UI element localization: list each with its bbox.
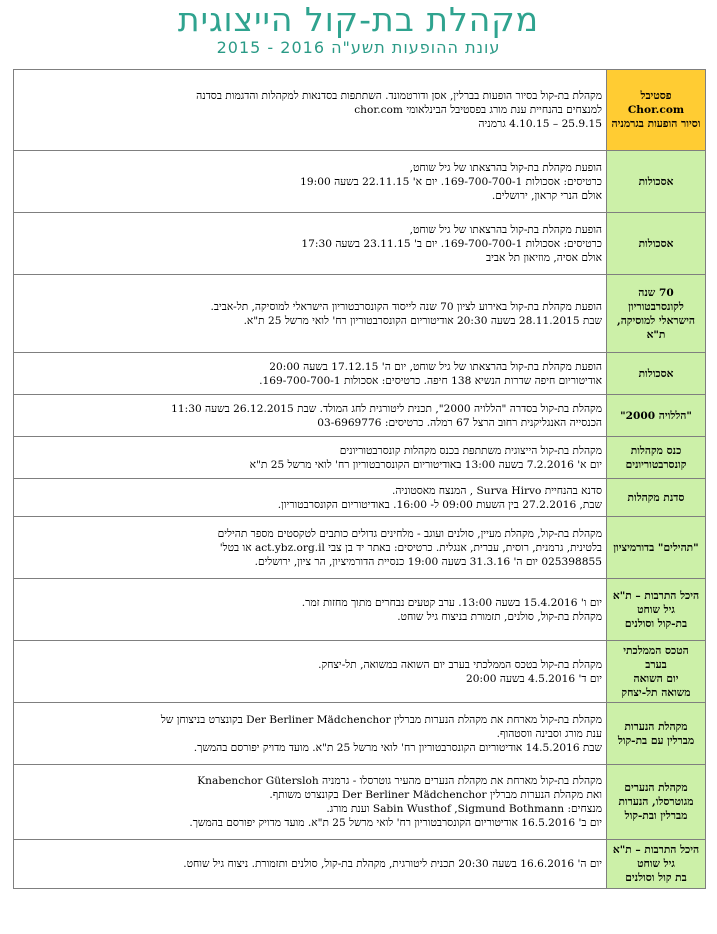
event-detail-line: הופעת מקהלת בת-קול בהרצאתו של גיל שוחט, — [409, 161, 602, 174]
event-label — [607, 437, 706, 479]
page-title: מקהלת בת-קול הייצוגית — [177, 0, 540, 39]
event-details — [14, 479, 607, 517]
event-label-line: מקהלת הנערים — [624, 782, 688, 794]
schedule-row — [14, 437, 706, 479]
event-label-line: סדנת מקהלות — [627, 491, 685, 504]
event-detail-line: הופעת מקהלת בת-קול בהרצאתו של גיל שוחט, — [409, 223, 602, 236]
event-label-line: מברלין עם בת-קול — [617, 734, 695, 747]
event-details — [14, 579, 607, 641]
event-label — [607, 151, 706, 213]
schedule-row — [14, 703, 706, 765]
event-details — [14, 765, 607, 840]
event-label-line: אסכולות — [638, 367, 674, 380]
schedule-row — [14, 479, 706, 517]
schedule-row — [14, 840, 706, 889]
event-label-line: היכל התרבות – ת"א — [612, 844, 700, 856]
event-detail-line: מקהלת בת-קול מארחת את מקהלת הנערים מהעיר גוטרסלו - גרמניה Knabenchor Gütersloh — [197, 775, 602, 787]
event-detail-line: יום ה' 16.6.2016 בשעה 20:30 תכנית ליטורגית, מקהלת בת-קול, סולנים ותזמורת. ניצוח גיל שוחט. — [183, 858, 602, 870]
event-label-line: ת"א — [646, 328, 666, 341]
event-label — [607, 703, 706, 765]
event-detail-line: שבת 14.5.2016 אודיטוריום הקונסרבטוריון רח' לואי מרשל 25 ת"א. מועד מדויק יפורסם בהמשך. — [193, 741, 602, 754]
event-label-line: "הללויה 2000" — [620, 409, 692, 422]
event-label — [607, 395, 706, 437]
event-detail-line: מקהלת בת-קול בסדרה "הללויה 2000", תכנית ליטורגית לחג המולד. שבת 26.12.2015 בשעה 11:30 — [171, 402, 602, 415]
event-detail-line: יום ב' 16.5.2016 אודיטוריום הקונסרבטוריון רח' לואי מרשל 25 ת"א. מועד מדויק יפורסם בהמשך. — [189, 817, 602, 829]
event-detail-line: סדנא בהנחיית Surva Hirvo , המנצח מאסטוניה. — [391, 484, 602, 497]
event-label-line: בת קול וסולנים — [625, 872, 687, 884]
schedule-row — [14, 213, 706, 275]
event-detail-line: 025398855 יום ה' 31.3.16 בשעה 19:00 כנסיית הדורמיציון, הר ציון, ירושלים. — [254, 555, 602, 568]
event-details — [14, 395, 607, 437]
event-details — [14, 353, 607, 395]
event-label-line: וסיור הופעות בגרמניה — [611, 118, 701, 130]
event-detail-line: הופעת מקהלת בת-קול בהרצאתו של גיל שוחט, יום ה' 17.12.15 בשעה 20:00 — [269, 360, 602, 373]
schedule-row — [14, 517, 706, 579]
schedule-row — [14, 151, 706, 213]
event-label — [607, 840, 706, 889]
event-detail-line: שבת, 27.2.2016 בין השעות 09:00 ל- 16:00. באודיטוריום הקונסרבטוריון. — [277, 498, 602, 511]
event-detail-line: למנצחים בהנחיית ענת מורג בפסטיבל הבינלאומי chor.com — [354, 104, 602, 116]
event-detail-line: הופעת מקהלת בת-קול באירוע לציון 70 שנה לייסוד הקונסרבטוריון הישראלי למוסיקה, תל-אביב. — [210, 300, 602, 313]
event-detail-line: מקהלת בת-קול, מקהלת מעיין, סולנים ועוגב - מלחינים גדולים כותבים לטקסטים מספר תהילים — [217, 527, 602, 540]
season-subtitle — [0, 38, 717, 58]
event-details — [14, 840, 607, 889]
event-label-line: מקהלת הנערות — [624, 720, 688, 733]
event-details — [14, 151, 607, 213]
event-detail-line: מקהלת בת-קול מארחת את מקהלת הנערות מברלין Der Berliner Mädchenchor בקונצרט בניצוחן של — [160, 713, 602, 726]
event-label-line: 70 שנה לקונסרבטוריון — [628, 286, 684, 313]
event-detail-line: בלטינית, גרמנית, רוסית, עברית, אנגלית. כרטיסים: באתר יד בן צבי act.ybz.org.il או בטל' — [219, 541, 602, 554]
event-details — [14, 703, 607, 765]
event-detail-line: כרטיסים: אסכולות 169-700-700-1. יום ב' 23.11.15 בשעה 17:30 — [301, 237, 602, 250]
schedule-row — [14, 353, 706, 395]
schedule-row — [14, 765, 706, 840]
event-details — [14, 437, 607, 479]
event-detail-line: מקהלת בת-קול בטכס הממלכתי בערב יום השואה במשואה, תל-יצחק. — [318, 658, 602, 671]
event-label-line: גיל שוחט — [637, 603, 675, 616]
event-label — [607, 479, 706, 517]
event-label — [607, 517, 706, 579]
event-detail-line: כרטיסים: אסכולות 169-700-700-1. יום א' 22.11.15 בשעה 19:00 — [300, 175, 602, 188]
event-label-line: משואה תל-יצחק — [621, 686, 691, 699]
event-label-line: אסכולות — [638, 237, 674, 250]
event-label-line: מגוטרסלו, הנערות — [618, 796, 694, 808]
event-detail-line: יום ד' 4.5.2016 בשעה 20:00 — [466, 672, 602, 685]
event-details — [14, 275, 607, 353]
schedule-row — [14, 641, 706, 703]
event-detail-line: הכנסייה האנגליקנית רחוב הרצל 67 רמלה. כרטיסים: 03-6969776 — [317, 416, 602, 429]
season-subtitle-text: עונת ההופעות תשע"ה 2016 - 2015 — [216, 38, 501, 57]
event-label-line: יום השואה — [633, 672, 679, 685]
event-detail-line: מקהלת בת-קול בסיור הופעות בברלין, אסן ודורטמונד. השתתפות בסדנאות למקהלות והדגמות בסדנה — [196, 90, 602, 102]
event-detail-line: מקהלת בת-קול, סולנים, תזמורת בניצוח גיל שוחט. — [397, 610, 602, 623]
event-label — [607, 353, 706, 395]
event-label-line: קונסרבטוריונים — [625, 458, 687, 471]
event-label — [607, 579, 706, 641]
event-label — [607, 275, 706, 353]
event-label-line: בת-קול וסולנים — [624, 617, 688, 630]
event-label-line: גיל שוחט — [637, 858, 675, 870]
event-detail-line: 25.9.15 – 4.10.15 גרמניה — [478, 118, 602, 130]
event-label-line: הישראלי למוסיקה, — [617, 314, 695, 327]
event-label-line: מברלין ובת-קול — [624, 810, 688, 822]
event-detail-line: מנצחים: Sabin Wusthof ,Sigmund Bothmann וענת מורג. — [326, 803, 602, 815]
event-detail-line: אודיטוריום חיפה שדרות הנשיא 138 חיפה. כרטיסים: אסכולות 169-700-700-1. — [259, 374, 602, 387]
schedule-row — [14, 275, 706, 353]
event-detail-line: ענת מורג וסבינה ווסטהוף. — [496, 727, 602, 740]
page-header — [0, 0, 717, 60]
event-details — [14, 641, 607, 703]
event-detail-line: יום ו' 15.4.2016 בשעה 13:00. ערב קטעים נבחרים מתוך מחזות זמר. — [301, 596, 602, 609]
event-label-line: פסטיבל Chor.com — [627, 90, 685, 116]
event-label-line: "תהילים" בדורמיציון — [613, 541, 699, 554]
event-detail-line: מקהלת בת-קול הייצוגית משתתפת בכנס מקהלות קונסרבטוריונים — [339, 444, 602, 457]
schedule-row — [14, 395, 706, 437]
schedule-row — [14, 70, 706, 151]
event-label — [607, 213, 706, 275]
event-label — [607, 70, 706, 151]
event-detail-line: אולם הנרי קראון, ירושלים. — [491, 189, 602, 202]
event-detail-line: ואת מקהלת הנערות מברלין Der Berliner Mädchenchor בקונצרט משותף. — [269, 789, 602, 801]
event-details — [14, 517, 607, 579]
event-label-line: היכל התרבות – ת"א — [612, 589, 700, 602]
event-detail-line: שבת 28.11.2015 בשעה 20:30 אודיטוריום הקונסרבטוריון רח' לואי מרשל 25 ת"א. — [243, 314, 602, 327]
event-label-line: כנס מקהלות — [630, 444, 682, 457]
event-label — [607, 765, 706, 840]
event-label — [607, 641, 706, 703]
schedule-table — [13, 69, 706, 889]
event-details — [14, 213, 607, 275]
event-label-line: אסכולות — [638, 175, 674, 188]
event-label-line: הטכס הממלכתי בערב — [623, 644, 689, 671]
event-details — [14, 70, 607, 151]
event-detail-line: יום א' 7.2.2016 בשעה 13:00 באודיטוריום הקונסרבטוריון רח' לואי מרשל 25 ת"א — [249, 458, 602, 471]
schedule-row — [14, 579, 706, 641]
event-detail-line: אולם אסיה, מוזיאון תל אביב — [486, 251, 602, 264]
